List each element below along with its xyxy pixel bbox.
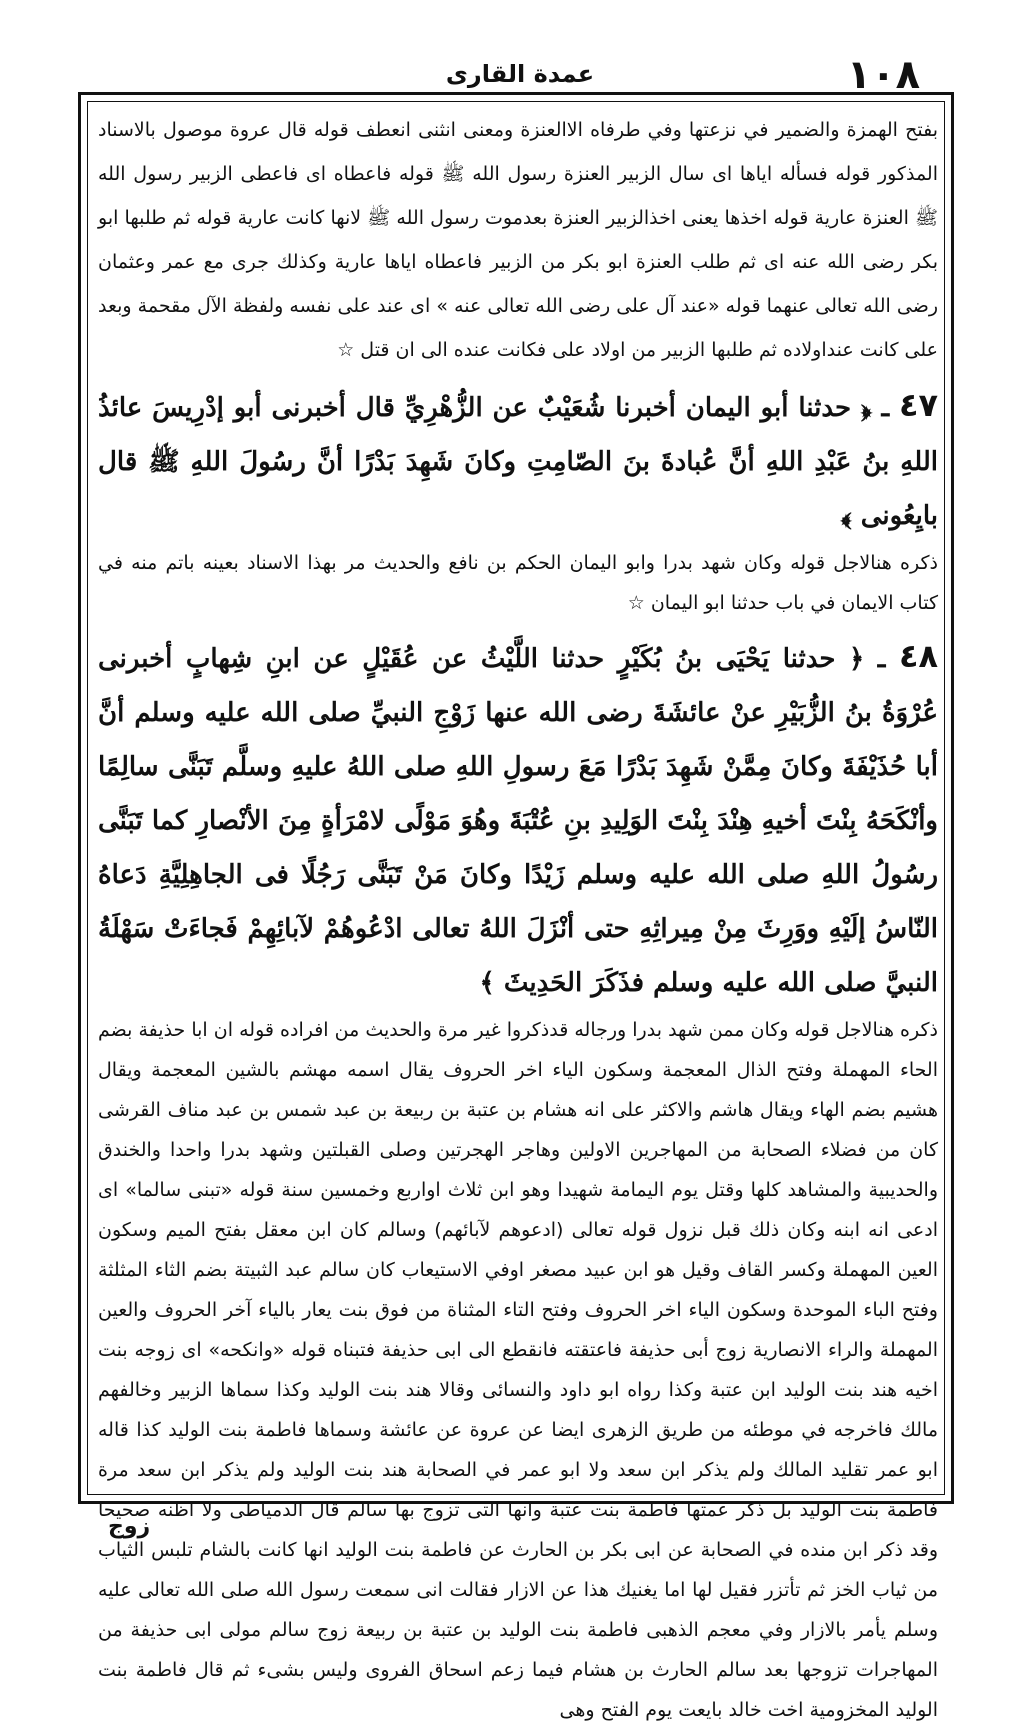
commentary-block: بفتح الهمزة والضمير في نزعتها وفي طرفاه الاالعنزة ومعنى انثنى انعطف قوله قال عروة موصول بالاسناد المذكور قوله فسأله اياها اى سال الزبير العنزة رسول الله ﷺ قوله فاعطاه اى فاعطى الزبير رسول الله ﷺ العنزة عارية قوله اخذها يعنى اخذالزبير العنزة بعدموت رسول الله ﷺ لانها كانت عارية قوله ثم طلبها ابو بكر رضى الله عنه اى ثم طلب العنزة ابو بكر من الزبير فاعطاه اياها عارية وكذلك جرى مع عمر وعثمان رضى الله تعالى عنهما قوله «عند آل على رضى الله تعالى عنه » اى عند على نفسه ولفظة الآل مقحمة وبعد على كانت عنداولاده ثم طلبها الزبير من اولاد على فكانت عنده الى ان قتل ☆	[98, 119, 938, 361]
hadith-text: ﴿ حدثنا أبو اليمان أخبرنا شُعَيْبٌ عن الزُّهْرِيِّ قال أخبرنى أبو إدْرِيسَ عائذُ اللهِ بنُ عَبْدِ اللهِ أنَّ عُبادةَ بنَ الصّامِتِ وكانَ شَهِدَ بَدْرًا أنَّ رسُولَ اللهِ ﷺ قال بايِعُونى ﴾	[98, 393, 938, 531]
hadith-block: ٤٧ ـ ﴿ حدثنا أبو اليمان أخبرنا شُعَيْبٌ عن الزُّهْرِيِّ قال أخبرنى أبو إدْرِيسَ عائذُ اللهِ بنُ عَبْدِ اللهِ أنَّ عُبادةَ بنَ الصّامِتِ وكانَ شَهِدَ بَدْرًا أنَّ رسُولَ اللهِ ﷺ قال بايِعُونى ﴾	[98, 386, 939, 531]
commentary-block: ذكره هنالاجل قوله وكان شهد بدرا وابو اليمان الحكم بن نافع والحديث مر بهذا الاسناد بعينه باتم منه في كتاب الايمان في باب حدثنا ابو اليمان ☆	[98, 552, 938, 614]
hadith-number: ٤٧	[898, 386, 939, 424]
catchword: زوج	[108, 1514, 151, 1539]
page-number: ١٠٨	[846, 52, 920, 98]
hadith-number: ٤٨	[898, 637, 938, 675]
hadith-text: ﴿ حدثنا يَحْيَى بنُ بُكَيْرٍ حدثنا اللَّيْثُ عن عُقَيْلٍ عن ابنِ شِهابٍ أخبرنى عُرْوَةُ بنُ الزُّبَيْرِ عنْ عائشَةَ رضى الله عنها زَوْجِ النبيِّ صلى الله عليه وسلم أنَّ أبا حُذَيْفَةَ وكانَ مِمَّنْ شَهِدَ بَدْرًا مَعَ رسولِ اللهِ صلى اللهُ عليهِ وسلَّم تَبَنَّى سالِمًا وأنْكَحَهُ بِنْتَ أخيهِ هِنْدَ بِنْتَ الوَلِيدِ بنِ عُتْبَةَ وهُوَ مَوْلًى لامْرَأةٍ مِنَ الأنْصارِ كما تَبَنَّى رسُولُ اللهِ صلى الله عليه وسلم زَيْدًا وكانَ مَنْ تَبَنَّى رَجُلًا فى الجاهِلِيَّةِ دَعاهُ النّاسُ إلَيْهِ ووَرِثَ مِنْ مِيراثِهِ حتى أنْزَلَ اللهُ تعالى ادْعُوهُمْ لآبائِهِمْ فَجاءَتْ سَهْلَةُ النبيَّ صلى الله عليه وسلم فذَكَرَ الحَدِيثَ ﴾	[98, 644, 938, 998]
hadith-block: ٤٨ ـ ﴿ حدثنا يَحْيَى بنُ بُكَيْرٍ حدثنا اللَّيْثُ عن عُقَيْلٍ عن ابنِ شِهابٍ أخبرنى عُرْوَةُ بنُ الزُّبَيْرِ عنْ عائشَةَ رضى الله عنها زَوْجِ النبيِّ صلى الله عليه وسلم أنَّ أبا حُذَيْفَةَ وكانَ مِمَّنْ شَهِدَ بَدْرًا مَعَ رسولِ اللهِ صلى اللهُ عليهِ وسلَّم تَبَنَّى سالِمًا وأنْكَحَهُ بِنْتَ أخيهِ هِنْدَ بِنْتَ الوَلِيدِ بنِ عُتْبَةَ وهُوَ مَوْلًى لامْرَأةٍ مِنَ الأنْصارِ كما تَبَنَّى رسُولُ اللهِ صلى الله عليه وسلم زَيْدًا وكانَ مَنْ تَبَنَّى رَجُلًا فى الجاهِلِيَّةِ دَعاهُ النّاسُ إلَيْهِ ووَرِثَ مِنْ مِيراثِهِ حتى أنْزَلَ اللهُ تعالى ادْعُوهُمْ لآبائِهِمْ فَجاءَتْ سَهْلَةُ النبيَّ صلى الله عليه وسلم فذَكَرَ الحَدِيثَ ﴾	[98, 637, 938, 998]
page-body	[98, 108, 939, 1721]
commentary-block: ذكره هنالاجل قوله وكان ممن شهد بدرا ورجاله قدذكروا غير مرة والحديث من افراده قوله ان ابا حذيفة بضم الحاء المهملة وفتح الذال المعجمة وسكون الياء اخر الحروف يقال اسمه مهشم بالشين المعجمة ويقال هشيم بضم الهاء ويقال هاشم والاكثر على انه هشام بن عتبة بن ربيعة بن عبد شمس بن عبد مناف القرشى كان من فضلاء الصحابة من المهاجرين الاولين وهاجر الهجرتين وصلى القبلتين وشهد بدرا واحدا والخندق والحديبية والمشاهد كلها وقتل يوم اليمامة شهيدا وهو ابن ثلاث اواربع وخمسين سنة قوله «تبنى سالما» اى ادعى انه ابنه وكان ذلك قبل نزول قوله تعالى (ادعوهم لآبائهم) وسالم كان ابن معقل بفتح الميم وسكون العين المهملة وكسر القاف وقيل هو ابن عبيد مصغر اوفي الاستيعاب كان سالم عبد الثبيتة بضم الثاء المثلثة وفتح الباء الموحدة وسكون الياء اخر الحروف وفتح التاء المثناة من فوق بنت يعار بالياء آخر الحروف والعين المهملة والراء الانصارية زوج أبى حذيفة فاعتقته فانقطع الى ابى حذيفة فتبناه قوله «وانكحه» اى زوجه بنت اخيه هند بنت الوليد ابن عتبة وكذا رواه ابو داود والنسائى وقالا هند بنت الوليد وكذا سماها الزبير وخالفهم مالك فاخرجه في موطئه من طريق الزهرى ايضا عن عروة عن عائشة وسماها فاطمة بنت الوليد كذا قاله ابو عمر تقليد المالك ولم يذكر ابن سعد ولا ابو عمر في الصحابة هند بنت الوليد ولم يذكر ابن سعد مرة فاطمة بنت الوليد بل ذكر عمتها فاطمة بنت عتبة وانها التى تزوج بها سالم قال الدمياطى ولا اظنه صحيحا وقد ذكر ابن منده في الصحابة عن ابى بكر بن الحارث عن فاطمة بنت الوليد انها كانت بالشام تلبس الثياب من ثياب الخز ثم تأتزر فقيل لها اما يغنيك هذا عن الازار فقالت انى سمعت رسول الله صلى الله تعالى عليه وسلم يأمر بالازار وفي معجم الذهبى فاطمة بنت الوليد بن عتبة بن ربيعة زوج سالم مولى ابى حذيفة من المهاجرات تزوجها بعد سالم الحارث بن هشام فيما زعم اسحاق الفروى وليس بشىء ثم قال فاطمة بنت الوليد المخزومية اخت خالد بايعت يوم الفتح وهى	[98, 1019, 938, 1721]
page-header	[80, 52, 960, 96]
running-title: عمدة القارى	[445, 60, 595, 88]
